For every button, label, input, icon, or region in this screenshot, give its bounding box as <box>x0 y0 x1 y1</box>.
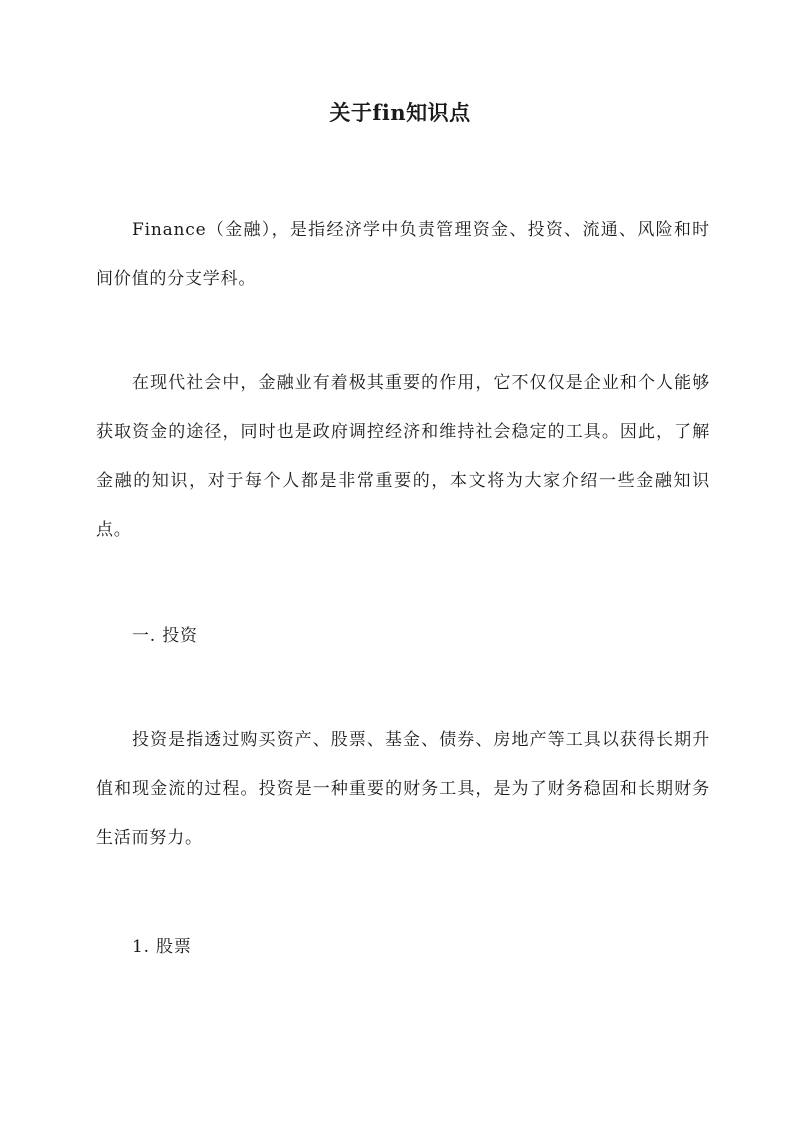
intro-paragraph: Finance（金融），是指经济学中负责管理资金、投资、流通、风险和时间价值的分支学科。 <box>96 220 710 289</box>
document-title: 关于fin知识点 <box>329 100 471 125</box>
investment-paragraph: 投资是指透过购买资产、股票、基金、债券、房地产等工具以获得长期升值和现金流的过程。投资是一种重要的财务工具，是为了财务稳固和长期财务生活而努力。 <box>96 730 710 848</box>
subsection-heading-stock: 1. 股票 <box>132 937 192 957</box>
section-heading-investment: 一. 投资 <box>132 626 198 646</box>
modern-society-paragraph: 在现代社会中，金融业有着极其重要的作用，它不仅仅是企业和个人能够获取资金的途径，同时也是政府调控经济和维持社会稳定的工具。因此，了解金融的知识，对于每个人都是非常重要的，本文将为大家介绍一些金融知识点。 <box>96 373 710 540</box>
